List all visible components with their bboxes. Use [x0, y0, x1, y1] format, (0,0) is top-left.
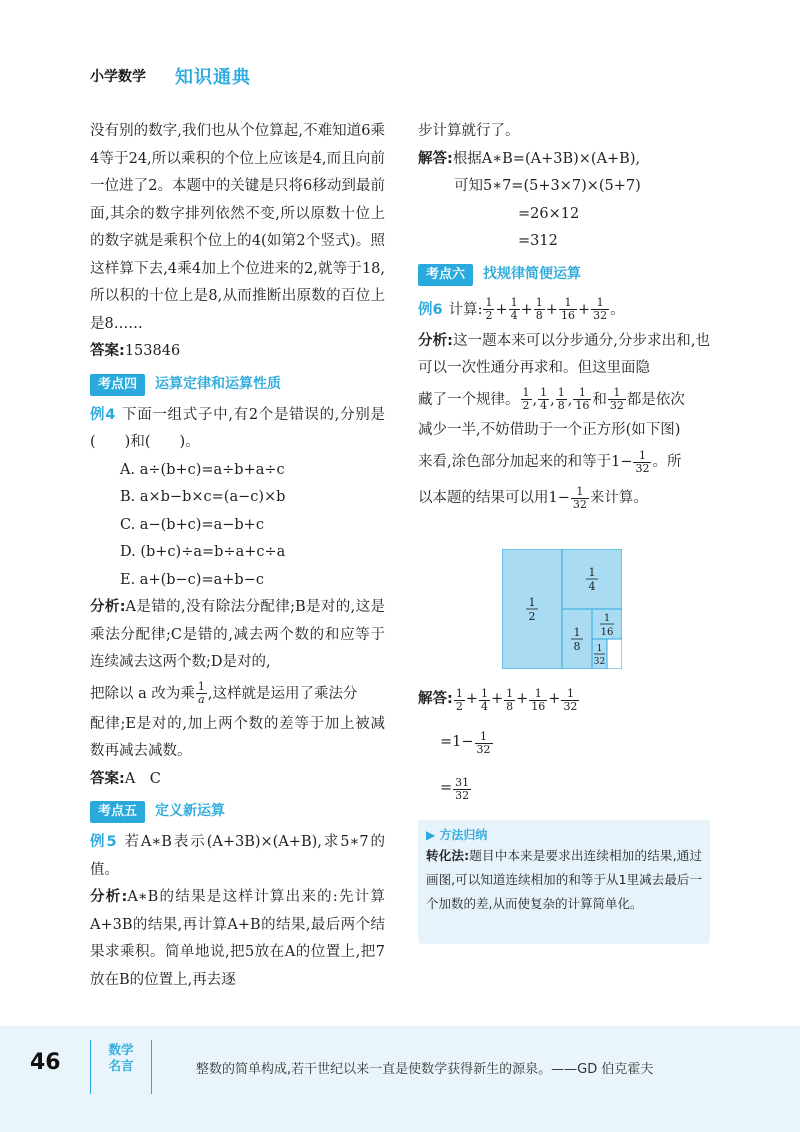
- divider: [90, 1040, 91, 1094]
- analysis-text: A∗B的结果是这样计算出来的:先计算A+3B的结果,再计算A+B的结果,最后两个结果求乘积。简单地说,把5放在A的位置上,把7放在B的位置上,再去逐: [90, 889, 385, 988]
- example-4: [90, 402, 385, 457]
- analysis-5: [90, 884, 385, 994]
- solution-line: 可知5∗7=(5+3×7)×(5+7): [454, 178, 641, 194]
- divider: [151, 1040, 152, 1094]
- analysis-6-line-4: 来看,涂色部分加起来的和等于1− $\frac{1}{32}$ 。所: [418, 448, 682, 475]
- section-title: 定义新运算: [155, 803, 226, 820]
- analysis-text: 这一题本来可以分步通分,分步求出和,也可以一次性通分再求和。但这里面隐: [418, 332, 710, 376]
- option-a: A. a÷(b+c)=a÷b+a÷c: [120, 461, 285, 478]
- example-label: 例4: [90, 406, 116, 423]
- example-label: 例5: [90, 834, 117, 850]
- analysis-label: 分析:: [418, 332, 453, 349]
- solution-6: 解答: $\frac{1}{2}$ + $\frac{1}{4}$ + $\frac{1}{8}$ + $\frac{1}{16}$ + $\frac{1}{32}$ = 1− $\frac{1}{32}$ = $\frac{31}{32}$: [418, 686, 578, 802]
- section-tag: 考点五: [90, 801, 145, 823]
- section-title: 找规律简便运算: [483, 265, 582, 282]
- section-5-header: [90, 801, 385, 823]
- example-5: [90, 829, 385, 884]
- analysis-4: [90, 594, 385, 677]
- example-label: 例6: [418, 301, 443, 318]
- solution-5: [418, 146, 710, 174]
- svg-text:8: 8: [573, 640, 581, 653]
- fraction-sixteenth: $\frac{1}{16}$: [560, 296, 575, 322]
- answer-value: A C: [124, 770, 161, 787]
- solution-line: =312: [518, 233, 558, 249]
- fraction-half: $\frac{1}{2}$: [485, 296, 493, 322]
- svg-text:4: 4: [588, 580, 596, 593]
- answer-value: 153846: [124, 343, 181, 359]
- method-summary-box: [418, 820, 710, 944]
- solution-line: =26×12: [518, 205, 580, 222]
- answer-3: [90, 338, 385, 366]
- svg-text:1: 1: [588, 566, 596, 579]
- analysis-text: 把除以 a 改为乘: [90, 685, 195, 702]
- analysis-4-line-2: [90, 677, 385, 711]
- label-half-num: 1: [528, 596, 536, 609]
- answer-label: 答案:: [90, 343, 125, 359]
- fraction-thirty-second: $\frac{1}{32}$: [593, 296, 608, 322]
- math-quote: 整数的简单构成,若干世纪以来一直是使数学获得新生的源泉。——GD 伯克霍夫: [196, 1062, 654, 1077]
- svg-text:32: 32: [593, 657, 606, 667]
- section-title: 运算定律和运算性质: [155, 375, 282, 392]
- example-6: 例6 计算: $\frac{1}{2}$ + $\frac{1}{4}$ + $\frac{1}{8}$ + $\frac{1}{16}$ + $\frac{1}{32}$ 。: [418, 296, 625, 322]
- svg-text:1: 1: [573, 626, 581, 639]
- page-number: 46: [30, 1050, 61, 1075]
- analysis-6: [418, 328, 710, 383]
- halving-square-diagram: [502, 549, 622, 669]
- example-text: 计算:: [448, 301, 483, 318]
- option-e: E. a+(b−c)=a+b−c: [120, 571, 264, 588]
- analysis-label: 分析:: [90, 889, 128, 905]
- analysis-6-line-3: 减少一半,不妨借助于一个正方形(如下图): [418, 421, 681, 438]
- section-6-header: [418, 264, 710, 286]
- region-unshaded: [607, 639, 622, 669]
- svg-text:1: 1: [596, 644, 603, 654]
- svg-text:16: 16: [600, 627, 614, 638]
- analysis-6-line-2: 藏了一个规律。 $\frac{1}{2}$ , $\frac{1}{4}$ , $\frac{1}{8}$ , $\frac{1}{16}$ 和 $\frac{1}{32}$ 都是依次: [418, 386, 685, 412]
- section-tag: 考点四: [90, 374, 145, 396]
- svg-text:1: 1: [603, 613, 611, 624]
- method-heading: ▶ 方法归纳: [426, 828, 488, 842]
- label-half-den: 2: [528, 610, 536, 623]
- header-series-title: 知识通典: [175, 67, 251, 88]
- fraction-one-over-a: $\frac{1}{a}$: [197, 680, 205, 706]
- fraction-eighth: $\frac{1}{8}$: [535, 296, 543, 322]
- method-text: 转化法:题目中本来是要求出连续相加的结果,通过画图,可以知道连续相加的和等于从1里减去最后一个加数的差,从而使复杂的计算简单化。: [426, 848, 702, 911]
- analysis-text: A是错的,没有除法分配律;B是对的,这是乘法分配律;C是错的,减去两个数的和应等于连续减去这两个数;D是对的,: [90, 599, 385, 670]
- analysis-6-line-5: 以本题的结果可以用1− $\frac{1}{32}$ 来计算。: [418, 484, 648, 511]
- answer-4: [90, 766, 385, 794]
- left-column: [90, 118, 385, 994]
- solution-label: 解答:: [418, 150, 453, 167]
- quote-label: 数学名言: [108, 1042, 134, 1073]
- solution-line: 根据A∗B=(A+3B)×(A+B),: [452, 150, 641, 167]
- section-4-header: [90, 374, 385, 396]
- option-b: B. a×b−b×c=(a−c)×b: [120, 489, 286, 505]
- section-tag: 考点六: [418, 264, 473, 286]
- example-text: 下面一组式子中,有2个是错误的,分别是( )和( )。: [90, 406, 385, 450]
- analysis-5-continued: 步计算就行了。: [418, 123, 520, 139]
- option-d: D. (b+c)÷a=b÷a+c÷a: [120, 544, 286, 560]
- analysis-4-line-3: 配律;E是对的,加上两个数的差等于加上被减数再减去减数。: [90, 715, 385, 759]
- fraction-quarter: $\frac{1}{4}$: [510, 296, 518, 322]
- answer-label: 答案:: [90, 770, 125, 787]
- analysis-label: 分析:: [90, 599, 126, 615]
- intro-paragraph: 没有别的数字,我们也从个位算起,不难知道6乘4等于24,所以乘积的个位上应该是4,而且向前一位进了2。本题中的关键是只将6移动到最前面,其余的数字排列依然不变,所以原数十位上的数字就是乘积个位上的4(如第2个竖式)。照这样算下去,4乘4加上个位进来的2,就等于18,所以积的十位上是8,从而推断出原数的百位上是8……: [90, 123, 385, 332]
- option-c: C. a−(b+c)=a−b+c: [120, 516, 264, 533]
- example-text: 若A∗B表示(A+3B)×(A+B),求5∗7的值。: [90, 834, 385, 878]
- analysis-text: ,这样就是运用了乘法分: [207, 685, 358, 702]
- right-column: [418, 118, 710, 516]
- header-book-title: 小学数学: [90, 69, 146, 85]
